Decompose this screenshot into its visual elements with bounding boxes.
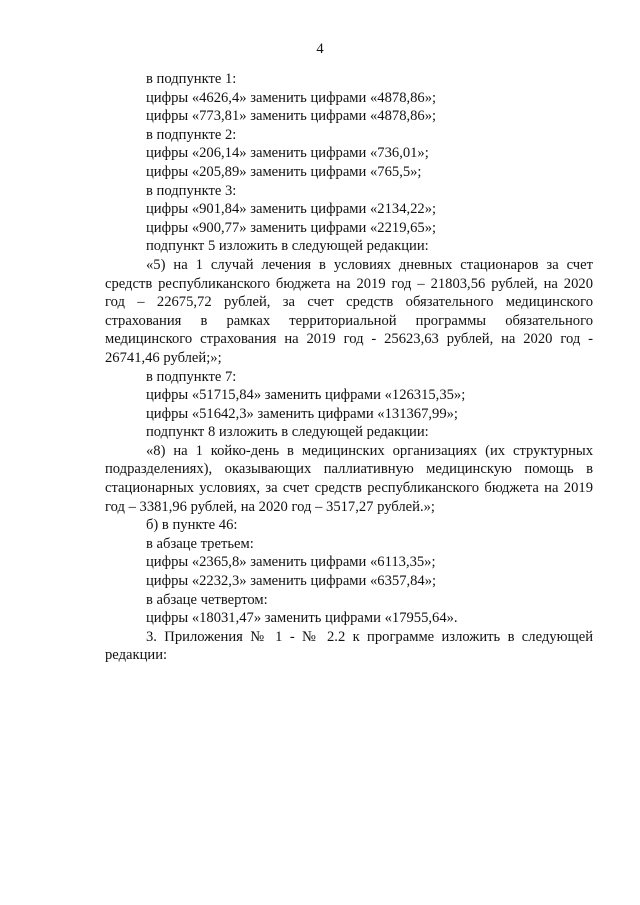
- text-line: подпункт 5 изложить в следующей редакции:: [146, 238, 429, 255]
- text-line: цифры «51715,84» заменить цифрами «126315,35»;: [146, 387, 466, 404]
- paragraph-item-3-text: 3. Приложения № 1 - № 2.2 к программе изложить в следующей редакции:: [105, 628, 593, 664]
- paragraph-subitem-8: [105, 442, 593, 516]
- text-line: цифры «18031,47» заменить цифрами «17955,64».: [146, 610, 458, 627]
- text-line: в подпункте 3:: [146, 182, 237, 199]
- text-line: в подпункте 7:: [146, 368, 237, 385]
- text-line: цифры «901,84» заменить цифрами «2134,22»;: [146, 201, 437, 218]
- text-line: в абзаце третьем:: [146, 535, 254, 552]
- text-line: в подпункте 2:: [146, 126, 237, 143]
- paragraph-subitem-5: [105, 256, 593, 368]
- text-line: подпункт 8 изложить в следующей редакции:: [146, 424, 429, 441]
- text-line: цифры «205,89» заменить цифрами «765,5»;: [146, 163, 422, 180]
- paragraph-item-3: [105, 628, 593, 665]
- text-line: цифры «206,14» заменить цифрами «736,01»;: [146, 145, 429, 162]
- paragraph-subitem-5-text: «5) на 1 случай лечения в условиях дневных стационаров за счет средств республиканского бюджета на 2019 год – 21803,56 рублей, на 2020 год – 22675,72 рублей, за счет средств обязательного медицинского страхования в рамках территориальной программы обязательного медицинского страхования на 2019 год - 25623,63 рублей, на 2020 год - 26741,46 рублей;»;: [105, 256, 593, 366]
- text-line: цифры «2232,3» заменить цифрами «6357,84»;: [146, 573, 437, 590]
- text-line: цифры «900,77» заменить цифрами «2219,65»;: [146, 219, 437, 236]
- text-line: в абзаце четвертом:: [146, 591, 268, 608]
- text-line: цифры «2365,8» заменить цифрами «6113,35»;: [146, 554, 436, 571]
- text-line: цифры «51642,3» заменить цифрами «131367,99»;: [146, 405, 458, 422]
- text-line: цифры «773,81» заменить цифрами «4878,86»;: [146, 108, 437, 125]
- page-number: 4: [316, 41, 324, 57]
- paragraph-subitem-8-text: «8) на 1 койко-день в медицинских организациях (их структурных подразделениях), оказывающих паллиативную медицинскую помощь в стационарных условиях, за счет средств республиканского бюджета на 2019 год – 3381,96 рублей, на 2020 год – 3517,27 рублей.»;: [105, 442, 593, 515]
- text-line: б) в пункте 46:: [146, 517, 238, 534]
- document-body: [105, 70, 593, 665]
- text-line: цифры «4626,4» заменить цифрами «4878,86»;: [146, 89, 437, 106]
- text-line: в подпункте 1:: [146, 71, 237, 87]
